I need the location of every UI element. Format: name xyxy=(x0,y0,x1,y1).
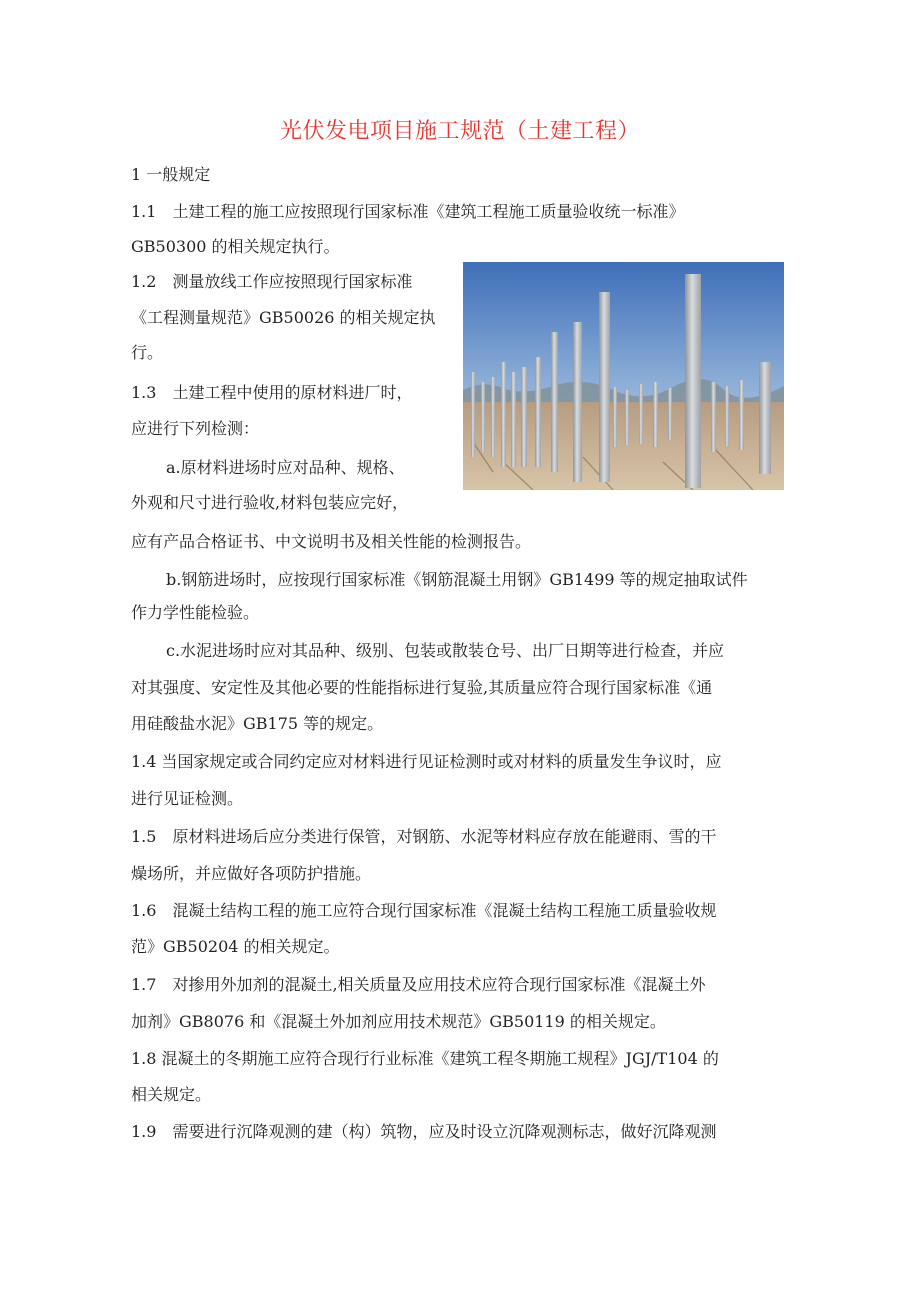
clause-item: b.钢筋进场时，应按现行国家标准《钢筋混凝土用钢》GB1499 等的规定抽取试件 xyxy=(166,570,748,589)
clause-text: 行。 xyxy=(131,343,164,362)
clause-text: 1.1 土建工程的施工应按照现行国家标准《建筑工程施工质量验收统一标准》 xyxy=(131,202,685,221)
clause-item: a.原材料进场时应对品种、规格、 xyxy=(166,458,405,477)
clause-text: 应有产品合格证书、中文说明书及相关性能的检测报告。 xyxy=(131,532,532,551)
clause-text: 1.6 混凝土结构工程的施工应符合现行国家标准《混凝土结构工程施工质量验收规 xyxy=(131,901,717,920)
clause-text: 1.4 当国家规定或合同约定应对材料进行见证检测时或对材料的质量发生争议时，应 xyxy=(131,752,722,771)
clause-text: 1.5 原材料进场后应分类进行保管，对钢筋、水泥等材料应存放在能避雨、雪的干 xyxy=(131,827,717,846)
clause-text: GB50300 的相关规定执行。 xyxy=(131,237,340,256)
clause-text: 1.9 需要进行沉降观测的建（构）筑物，应及时设立沉降观测标志，做好沉降观测 xyxy=(131,1122,717,1141)
clause-text: 范》GB50204 的相关规定。 xyxy=(131,937,340,956)
document-title: 光伏发电项目施工规范（土建工程） xyxy=(279,119,640,144)
clause-text: 相关规定。 xyxy=(131,1085,212,1104)
clause-text: 用硅酸盐水泥》GB175 等的规定。 xyxy=(131,714,384,733)
clause-text: 1.8 混凝土的冬期施工应符合现行行业标准《建筑工程冬期施工规程》JGJ/T104 的 xyxy=(131,1049,719,1068)
clause-text: 1.3 土建工程中使用的原材料进厂时， xyxy=(131,383,413,402)
clause-item: c.水泥进场时应对其品种、级别、包装或散装仓号、出厂日期等进行检查，并应 xyxy=(166,641,725,660)
clause-text: 燥场所，并应做好各项防护措施。 xyxy=(131,864,372,883)
clause-text: 对其强度、安定性及其他必要的性能指标进行复验,其质量应符合现行国家标准《通 xyxy=(131,678,713,697)
photo-piles-field xyxy=(463,262,784,490)
clause-text: 进行见证检测。 xyxy=(131,789,244,808)
clause-text: 1.2 测量放线工作应按照现行国家标准 xyxy=(131,272,413,291)
clause-text: 应进行下列检测： xyxy=(131,419,260,438)
clause-text: 作力学性能检验。 xyxy=(131,603,260,622)
clause-text: 1.7 对掺用外加剂的混凝土,相关质量及应用技术应符合现行国家标准《混凝土外 xyxy=(131,975,706,994)
clause-text: 《工程测量规范》GB50026 的相关规定执 xyxy=(131,308,436,327)
clause-text: 外观和尺寸进行验收,材料包装应完好， xyxy=(131,493,409,512)
section-heading: 1 一般规定 xyxy=(131,165,211,184)
clause-text: 加剂》GB8076 和《混凝土外加剂应用技术规范》GB50119 的相关规定。 xyxy=(131,1012,666,1031)
